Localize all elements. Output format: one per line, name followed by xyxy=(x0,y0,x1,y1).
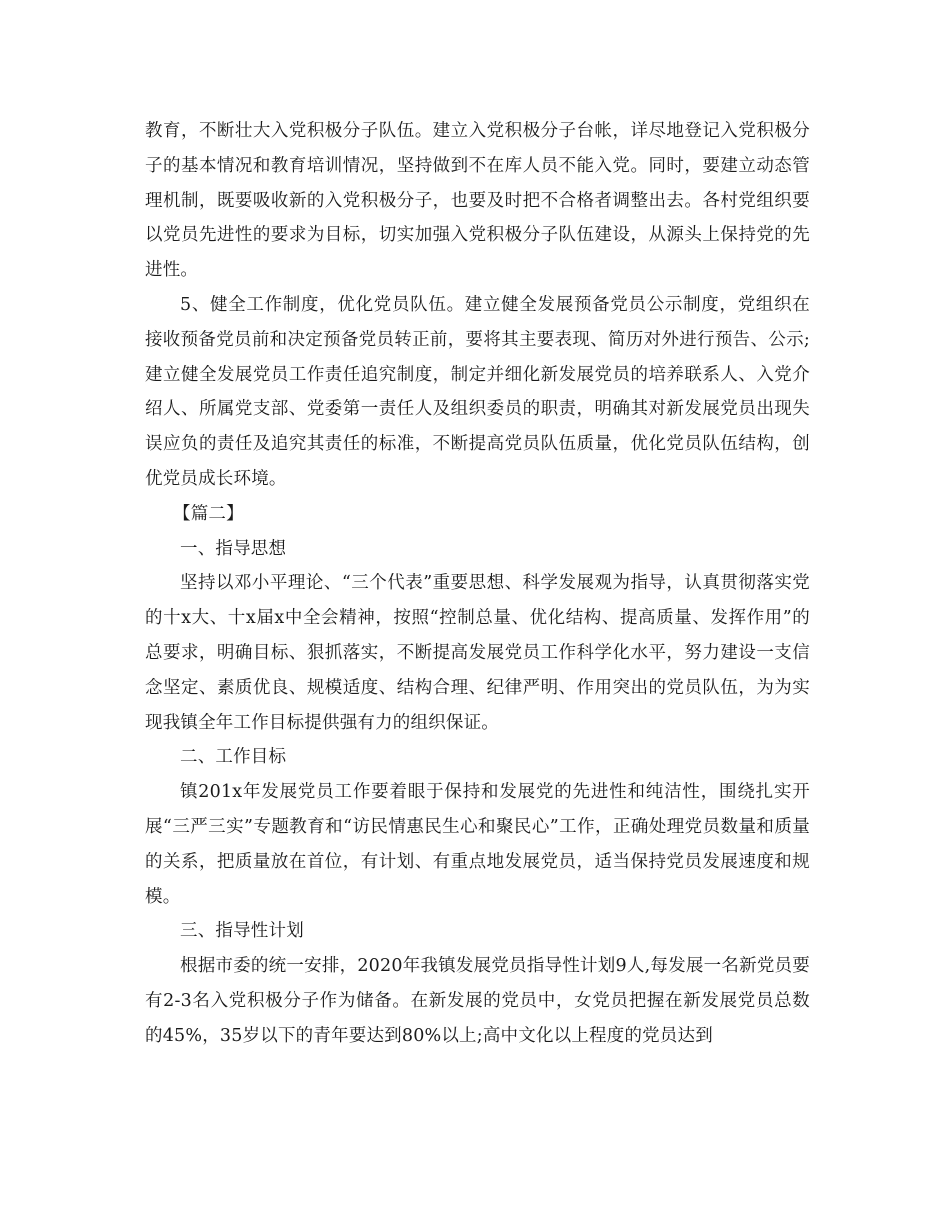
heading-work-goals: 二、工作目标 xyxy=(180,747,287,768)
paragraph-item-5: 5、健全工作制度，优化党员队伍。建立健全发展预备党员公示制度，党组织在接收预备党员前和决定预备党员转正前，要将其主要表现、简历对外进行预告、公示;建立健全发展党员工作责任追究制度，制定并细化新发展党员的培养联系人、入党介绍人、所属党支部、党委第一责任人及组织委员的职责，明确其对新发展党员出现失误应负的责任及追究其责任的标准，不断提高党员队伍质量，优化党员队伍结构，创优党员成长环境。 xyxy=(145,294,810,489)
document-body xyxy=(145,114,810,1054)
section-title: 【篇二】 xyxy=(173,503,244,524)
paragraph-continuation: 教育，不断壮大入党积极分子队伍。建立入党积极分子台帐，详尽地登记入党积极分子的基本情况和教育培训情况，坚持做到不在库人员不能入党。同时，要建立动态管理机制，既要吸收新的入党积极分子，也要及时把不合格者调整出去。各村党组织要以党员先进性的要求为目标，切实加强入党积极分子队伍建设，从源头上保持党的先进性。 xyxy=(145,121,810,281)
paragraph-work-goals: 镇201x年发展党员工作要着眼于保持和发展党的先进性和纯洁性，围绕扎实开展“三严三实”专题教育和“访民情惠民生心和聚民心”工作，正确处理党员数量和质量的关系，把质量放在首位，有计划、有重点地发展党员，适当保持党员发展速度和规模。 xyxy=(145,782,810,907)
heading-guiding-plan: 三、指导性计划 xyxy=(180,921,304,942)
heading-guiding-ideology: 一、指导思想 xyxy=(180,538,287,559)
paragraph-guiding-ideology: 坚持以邓小平理论、“三个代表”重要思想、科学发展观为指导，认真贯彻落实党的十x大、十x届x中全会精神，按照“控制总量、优化结构、提高质量、发挥作用”的总要求，明确目标、狠抓落实，不断提高发展党员工作科学化水平，努力建设一支信念坚定、素质优良、规模适度、结构合理、纪律严明、作用突出的党员队伍，为为实现我镇全年工作目标提供强有力的组织保证。 xyxy=(145,573,810,733)
paragraph-guiding-plan: 根据市委的统一安排，2020年我镇发展党员指导性计划9人,每发展一名新党员要有2-3名入党积极分子作为储备。在新发展的党员中，女党员把握在新发展党员总数的45%，35岁以下的青年要达到80%以上;高中文化以上程度的党员达到 xyxy=(145,956,810,1046)
